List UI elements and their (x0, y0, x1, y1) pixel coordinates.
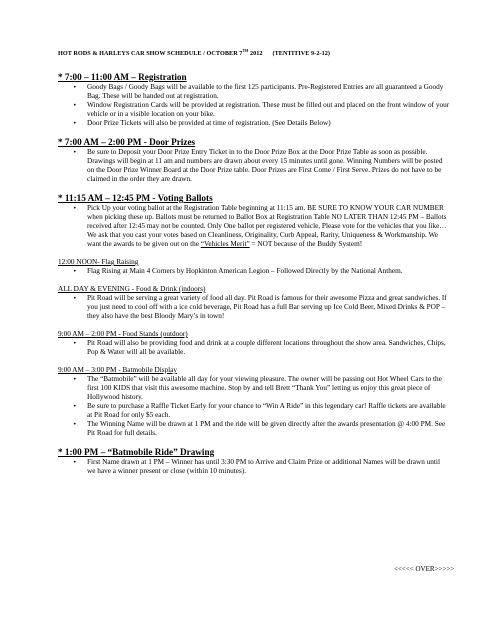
voting-list (58, 204, 450, 249)
list-item: • The “Batmobile” will be available all day for your viewing pleasure. The owner will be passing out Hot Wheel Cars to the first 100 KIDS that visit this awesome machine. Stop by and tell Brett “Thank You” letting us enjoy this great piece of Hollywood history. (87, 375, 450, 402)
list-item: • Window Registration Cards will be provided at registration. These must be filled out and placed on the front window of your vehicle or in a visible location on your bike. (87, 101, 450, 119)
list-item: • First Name drawn at 1 PM – Winner has until 3:30 PM to Arrive and Claim Prize or additional Names will be drawn until we have a winner present or close (within 10 minutes). (87, 458, 450, 476)
flag-raising-heading: 12:00 NOON- Flag Raising (58, 258, 139, 266)
list-item: • The Winning Name will be drawn at 1 PM and the ride will be given directly after the awards presentation @ 4:00 PM. See Pit Road for full details. (87, 420, 450, 438)
over-indicator: <<<<< OVER>>>>> (394, 565, 455, 573)
title-year: 2012 (248, 50, 263, 57)
list-item: • Goody Bags / Goody Bags will be available to the first 125 participants. Pre-Registered Entries are all guaranteed a Goody Bag. These will be handed out at registration. (87, 83, 450, 101)
batmobile-ride-list (58, 458, 450, 476)
batmobile-list (58, 375, 450, 438)
title-main: HOT RODS & HARLEYS CAR SHOW SCHEDULE / OCTOBER 7 (58, 50, 243, 57)
voting-text: Pick Up your voting ballot at the Registration Table beginning at 11:15 am. BE SURE TO KNOW YOUR CAR NUMBER when picking these up. Ballots must be returned to Ballot Box at Registration Table NO LATER THAN 12:45 PM – Ballots received after 12:45 may not be counted. Only One ballot per registered vehicle, Please vote for the vehicles that you like… We ask that you cast your votes based on Cleanliness, Originality, Curb Appeal, Rarity, Uniqueness & Workmanship. We want the awards to be given out on the (87, 204, 447, 248)
food-drink-list (58, 294, 450, 321)
vehicles-merit-text: “Vehicles Merit” (200, 240, 250, 248)
voting-heading: * 11:15 AM – 12:45 PM - Voting Ballots (58, 193, 213, 203)
document-title (58, 46, 450, 58)
batmobile-ride-heading: * 1:00 PM – “Batmobile Ride” Drawing (58, 447, 215, 457)
voting-text-end: = NOT because of the Buddy System! (249, 240, 363, 248)
list-item: • Door Prize Tickets will also be provided at time of registration. (See Details Below) (87, 119, 450, 128)
registration-list (58, 83, 450, 128)
list-item: • Be sure to Deposit your Door Prize Entry Ticket in to the Door Prize Box at the Door Prize Table as soon as possible. Drawings will begin at 11 am and numbers are drawn about every 15 minutes until gone. Winning Numbers will be posted on the Door Prize Winner Board at the Door Prize table. Door Prizes are First Come / First Serve. Prizes do not have to be claimed in the order they are drawn. (87, 148, 450, 184)
list-item: • Be sure to purchase a Raffle Ticket Early for your chance to “Win A Ride” in this legendary car! Raffle tickets are available at Pit Road for only $5 each. (87, 402, 450, 420)
food-drink-heading: ALL DAY & EVENING - Food & Drink (indoors) (58, 285, 206, 293)
list-item (87, 204, 450, 249)
schedule-document (58, 46, 450, 476)
food-stands-heading: 9:00 AM – 2:00 PM - Food Stands (outdoor) (58, 330, 188, 338)
door-prizes-heading: * 7:00 AM – 2:00 PM - Door Prizes (58, 137, 196, 147)
title-tentative: (TENTITIVE 9-2-12) (272, 50, 330, 57)
list-item: • Flag Rising at Main 4 Corners by Hopkinton American Legion – Followed Directly by the National Anthem. (87, 267, 450, 276)
registration-heading: * 7:00 – 11:00 AM – Registration (58, 72, 187, 82)
door-prizes-list (58, 148, 450, 184)
batmobile-heading: 9:00 AM – 3:00 PM - Batmobile Display (58, 366, 178, 374)
list-item: • Pit Road will also be providing food and drink at a couple different locations throughout the show area. Sandwiches, Chips, Pop & Water will all be available. (87, 339, 450, 357)
list-item: • Pit Road will be serving a great variety of food all day. Pit Road is famous for their awesome Pizza and great sandwiches. If you just need to cool off with a ice cold beverage, Pit Road has a full Bar serving up Ice Cold Beer, Mixed Drinks & POP – they also have the best Bloody Mary’s in town! (87, 294, 450, 321)
food-stands-list (58, 339, 450, 357)
title-superscript: TH (242, 48, 249, 53)
flag-list (58, 267, 450, 276)
